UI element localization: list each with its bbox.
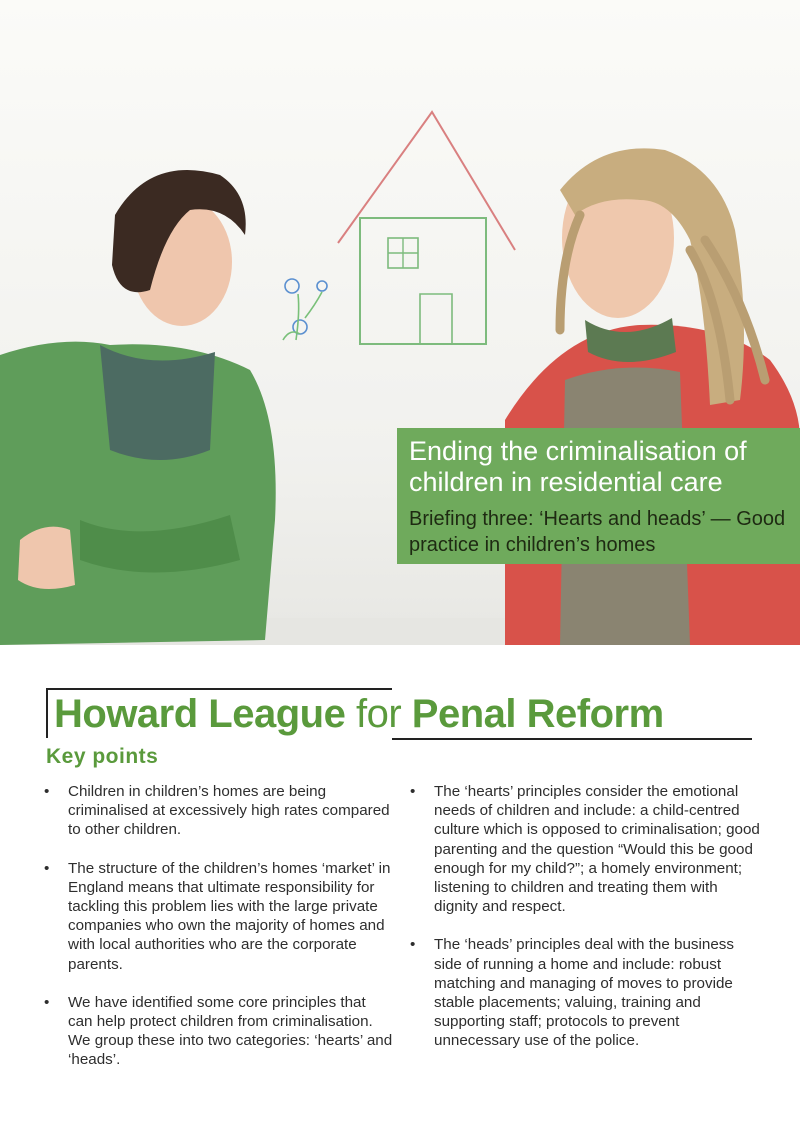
bullet-text: The ‘hearts’ principles consider the emotional needs of children and include: a child-centred culture which is opposed to criminalisation; good parenting and the question “Would this be good enough for my child?”; a homely environment; listening to children and treating them with dignity and respect. — [434, 783, 760, 916]
masthead-logo — [46, 688, 752, 740]
bullet-text: The ‘heads’ principles deal with the business side of running a home and include: robust matching and managing of moves to provide stable placements; valuing, training and supporting staff; protocols to prevent unnecessary use of the police. — [434, 936, 734, 1050]
list-item — [44, 993, 394, 1070]
list-item — [410, 782, 765, 916]
org-name-part2: for — [355, 692, 402, 736]
list-item — [410, 935, 765, 1050]
house-body — [360, 218, 486, 344]
org-name-part1: Howard League — [54, 692, 346, 736]
org-name-part3: Penal Reform — [411, 692, 664, 736]
bullet-text: Children in children’s homes are being criminalised at excessively high rates compared to other children. — [68, 783, 390, 839]
bullet-icon: • — [410, 783, 416, 800]
list-item — [44, 782, 394, 840]
house-door — [420, 294, 452, 344]
bullet-icon: • — [44, 993, 50, 1011]
bullet-icon: • — [44, 783, 50, 800]
page-title: Ending the criminalisation of children in residential care — [409, 436, 747, 497]
bullet-text: We have identified some core principles that can help protect children from criminalisation. We group these into two categories: ‘hearts’ and ‘heads’. — [68, 993, 393, 1069]
section-heading: Key points — [46, 745, 159, 768]
title-box — [397, 428, 800, 564]
list-item — [44, 859, 394, 974]
organisation-name — [54, 691, 664, 737]
flower-doodle — [283, 279, 327, 340]
left-person — [0, 170, 276, 645]
bullet-icon: • — [44, 859, 50, 877]
key-points-right — [410, 782, 765, 1070]
house-roof — [338, 112, 515, 250]
right-person — [505, 148, 800, 645]
bullet-text: The structure of the children’s homes ‘market’ in England means that ultimate responsibility for tackling this problem lies with the large private companies who own the majority of homes and with local authorities who are the corporate parents. — [68, 859, 391, 973]
page-subtitle: Briefing three: ‘Hearts and heads’ — Good practice in children’s homes — [409, 508, 786, 556]
key-points-left — [44, 782, 394, 1089]
bullet-icon: • — [410, 936, 416, 954]
